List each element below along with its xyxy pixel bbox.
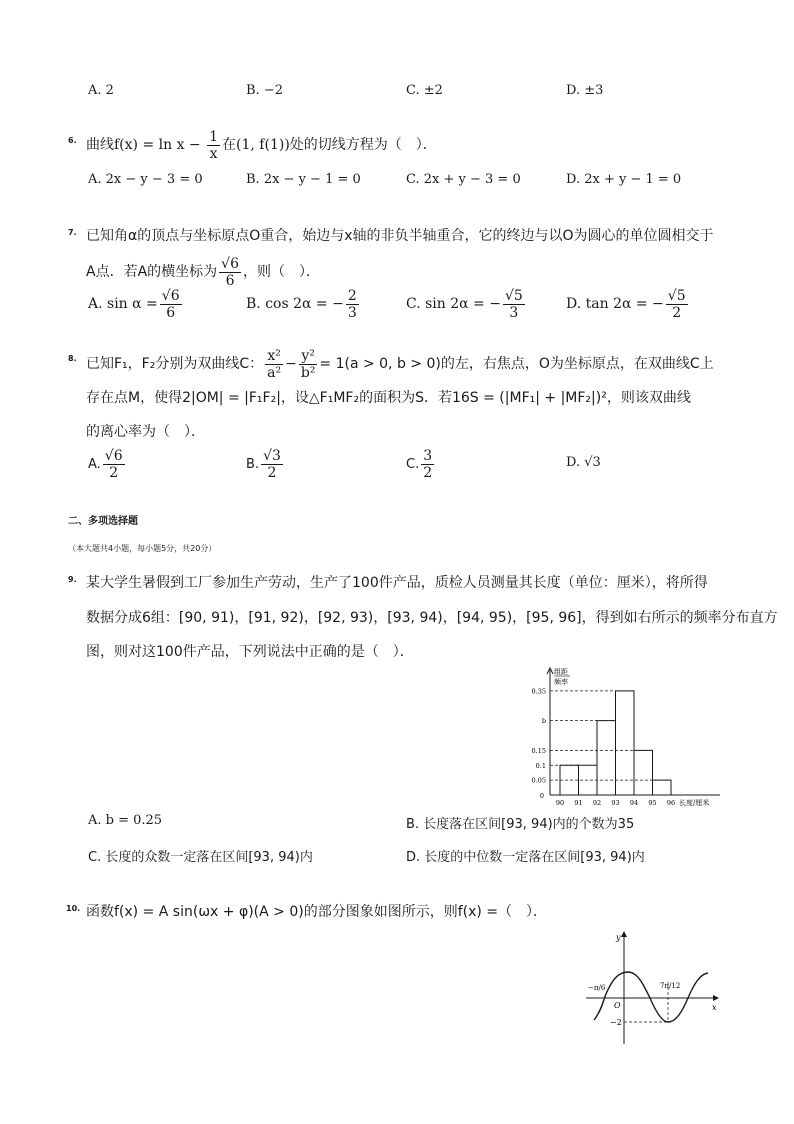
sine-graph xyxy=(584,928,724,1046)
q9-option-b[interactable]: B. 长度落在区间[93, 94)内的个数为35 xyxy=(406,817,635,832)
q9-number: 9. xyxy=(68,575,77,584)
histogram-x-tick: 90 xyxy=(555,799,565,807)
q9-option-a[interactable]: A. b = 0.25 xyxy=(88,813,163,828)
q7-number: 7. xyxy=(68,228,77,237)
q6-stem xyxy=(86,128,437,162)
q6-stem-b: 在 xyxy=(222,137,237,153)
histogram-x-tick: 91 xyxy=(574,799,583,807)
q6-stem-c: 处的切线方程为（ ）． xyxy=(289,137,437,153)
q8-line2: 存在点M，使得2|OM| = |F₁F₂|，设△F₁MF₂的面积为S．若16S = (|MF₁| + |MF₂|)²，则该双曲线 xyxy=(86,390,691,406)
q7-line2-b: ，则（ ）． xyxy=(242,264,320,280)
q9-line1: 某大学生暑假到工厂参加生产劳动，生产了100件产品，质检人员测量其长度（单位：厘米），将所得 xyxy=(86,575,708,591)
q8-line3: 的离心率为（ ）． xyxy=(86,424,205,440)
histogram-y-tick: 0 xyxy=(539,792,544,800)
q6-option-b[interactable]: B. 2x − y − 1 = 0 xyxy=(246,172,361,187)
histogram-x-tick: 96 xyxy=(666,799,676,807)
histogram-y-tick: b xyxy=(541,717,546,726)
histogram-x-tick: 92 xyxy=(592,799,602,807)
histogram-ylabel-top: 组距 xyxy=(554,668,568,676)
graph-right-label: 7π/12 xyxy=(660,982,681,990)
section-note: （本大题共4小题，每小题5分，共20分） xyxy=(68,544,217,553)
q8-line1-a: 已知F₁，F₂分别为双曲线C： xyxy=(86,356,264,372)
histogram-x-tick: 94 xyxy=(629,799,639,807)
q7-line2 xyxy=(86,255,320,289)
frequency-histogram xyxy=(520,664,730,808)
q7-line2-a: A点．若A的横坐标为 xyxy=(86,264,218,280)
histogram-y-tick: 0.15 xyxy=(531,746,546,755)
graph-y-label: y xyxy=(616,933,621,942)
q10-number: 10. xyxy=(66,904,81,913)
histogram-y-tick: 0.1 xyxy=(535,761,546,770)
section-title: 二、多项选择题 xyxy=(68,516,138,527)
q6-point: (1, f(1)) xyxy=(236,137,290,153)
histogram-ylabel-bottom: 频率 xyxy=(554,678,568,686)
q7-fraction: $\frac{√6}{6}$ xyxy=(221,255,239,289)
graph-origin-label: O xyxy=(614,1001,621,1010)
q9-option-c[interactable]: C. 长度的众数一定落在区间[93, 94)内 xyxy=(88,850,313,865)
histogram-bar xyxy=(653,780,672,795)
histogram-x-tick: 95 xyxy=(648,799,657,807)
histogram-bar xyxy=(597,721,616,795)
q8-option-c[interactable]: C. $\frac{3}{2}$ xyxy=(406,448,433,481)
q8-option-b[interactable]: B. $\frac{√3}{2}$ xyxy=(246,448,281,481)
histogram-y-tick: 0.05 xyxy=(531,776,546,785)
q5-option-c[interactable]: C. ±2 xyxy=(406,83,443,98)
q9-option-d[interactable]: D. 长度的中位数一定落在区间[93, 94)内 xyxy=(406,850,645,865)
q6-option-d[interactable]: D. 2x + y − 1 = 0 xyxy=(566,172,682,187)
graph-x-label: x xyxy=(712,1003,717,1012)
histogram-x-tick: 93 xyxy=(611,799,620,807)
q10-text: 函数f(x) = A sin(ωx + φ)(A > 0)的部分图象如图所示，则f(x) =（ ）． xyxy=(86,904,548,920)
histogram-bar xyxy=(616,691,635,795)
q7-option-a[interactable]: A. sin α = $\frac{√6}{6}$ xyxy=(88,288,180,321)
q5-option-d[interactable]: D. ±3 xyxy=(566,83,604,98)
q9-line2: 数据分成6组：[90, 91)，[91, 92)，[92, 93)，[93, 94)，[94, 95)，[95, 96]，得到如右所示的频率分布直方 xyxy=(86,610,778,626)
q8-line1-b: = 1(a > 0, b > 0)的左，右焦点，O为坐标原点，在双曲线C上 xyxy=(319,356,714,372)
histogram-xlabel: 长度/厘米 xyxy=(679,799,710,807)
q6-option-c[interactable]: C. 2x + y − 3 = 0 xyxy=(406,172,521,187)
q5-option-a[interactable]: A. 2 xyxy=(88,83,114,98)
q8-option-a[interactable]: A. $\frac{√6}{2}$ xyxy=(88,448,123,481)
q6-stem-a: 曲线 xyxy=(86,137,114,153)
q6-fx: f(x) = ln x − xyxy=(114,137,201,153)
q8-number: 8. xyxy=(68,354,77,363)
q8-line1: 已知F₁，F₂分别为双曲线C： $\frac{\text{x²}}{\text{a²}}$ − $\frac{\text{y²}}{\text{b²}}$ = 1(a > 0, b > 0)的左，右焦点，O为坐标原点，在双曲线C上 xyxy=(86,347,714,381)
q7-option-b[interactable]: B. cos 2α = − $\frac{2}{3}$ xyxy=(246,288,357,321)
q7-option-c[interactable]: C. sin 2α = − $\frac{√5}{3}$ xyxy=(406,288,523,321)
q6-fraction: $\frac{1}{x}$ xyxy=(209,128,219,162)
q8-option-d[interactable]: D. √3 xyxy=(566,455,601,470)
histogram-bar xyxy=(634,750,653,795)
sine-curve xyxy=(594,972,708,1022)
q9-line3: 图，则对这100件产品，下列说法中正确的是（ ）． xyxy=(86,644,414,660)
q7-line1: 已知角α的顶点与坐标原点O重合，始边与x轴的非负半轴重合，它的终边与以O为圆心的单位圆相交于 xyxy=(86,228,714,244)
q6-number: 6. xyxy=(68,136,77,145)
graph-min-label: −2 xyxy=(610,1018,622,1027)
graph-left-label: −π/6 xyxy=(588,984,606,992)
q6-option-a[interactable]: A. 2x − y − 3 = 0 xyxy=(88,172,203,187)
q5-option-b[interactable]: B. −2 xyxy=(246,83,283,98)
histogram-y-tick: 0.35 xyxy=(531,687,546,696)
q7-option-d[interactable]: D. tan 2α = − $\frac{√5}{2}$ xyxy=(566,288,686,321)
